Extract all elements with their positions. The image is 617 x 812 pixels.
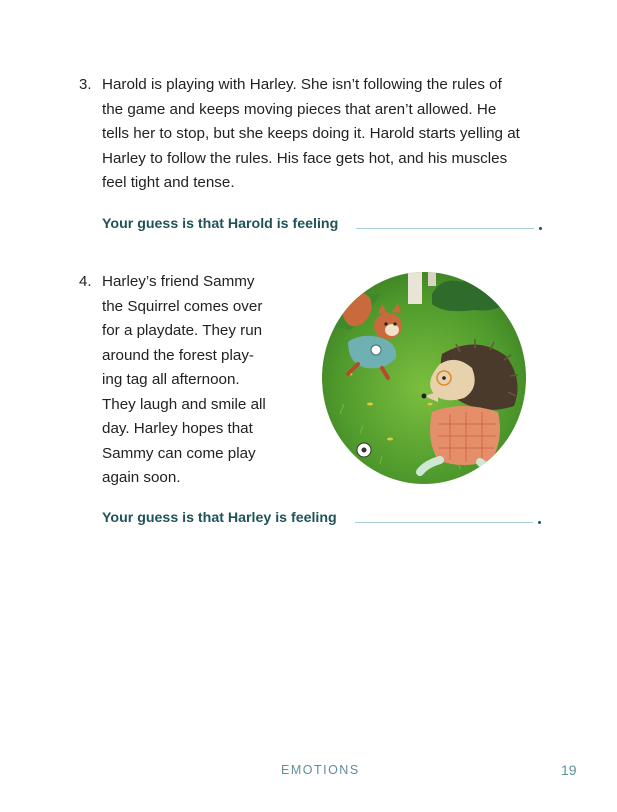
guess-prompt: Your guess is that Harley is feeling [102, 510, 337, 526]
period-mark [538, 521, 541, 524]
text-line: again soon. [102, 469, 181, 486]
text-line: Harold is playing with Harley. She isn’t following the rules of [102, 76, 502, 93]
answer-blank[interactable] [356, 228, 534, 229]
text-line: Harley’s friend Sammy [102, 273, 255, 290]
question-text [102, 73, 520, 196]
text-line: Sammy can come play [102, 444, 256, 462]
text-line: around the forest play- [102, 346, 254, 364]
question-text [102, 270, 266, 491]
question-number: 3. [79, 76, 92, 93]
text-line: ing tag all afternoon. [102, 371, 240, 388]
footer-section-label: EMOTIONS [281, 763, 360, 777]
period-mark [539, 227, 542, 230]
text-line: the Squirrel comes over [102, 297, 263, 315]
page-number: 19 [561, 762, 577, 778]
text-line: Harley to follow the rules. His face gets hot, and his muscles [102, 149, 508, 167]
text-line: feel tight and tense. [102, 174, 235, 191]
question-number: 4. [79, 273, 92, 290]
text-line: They laugh and smile all [102, 395, 266, 413]
text-line: tells her to stop, but she keeps doing it. Harold starts yelling at [102, 125, 520, 142]
text-line: day. Harley hopes that [102, 420, 253, 437]
answer-blank[interactable] [355, 522, 533, 523]
text-line: for a playdate. They run [102, 322, 263, 339]
text-line: the game and keeps moving pieces that aren’t allowed. He [102, 100, 497, 118]
guess-prompt: Your guess is that Harold is feeling [102, 216, 339, 232]
squirrel-hedgehog-illustration [320, 264, 528, 486]
